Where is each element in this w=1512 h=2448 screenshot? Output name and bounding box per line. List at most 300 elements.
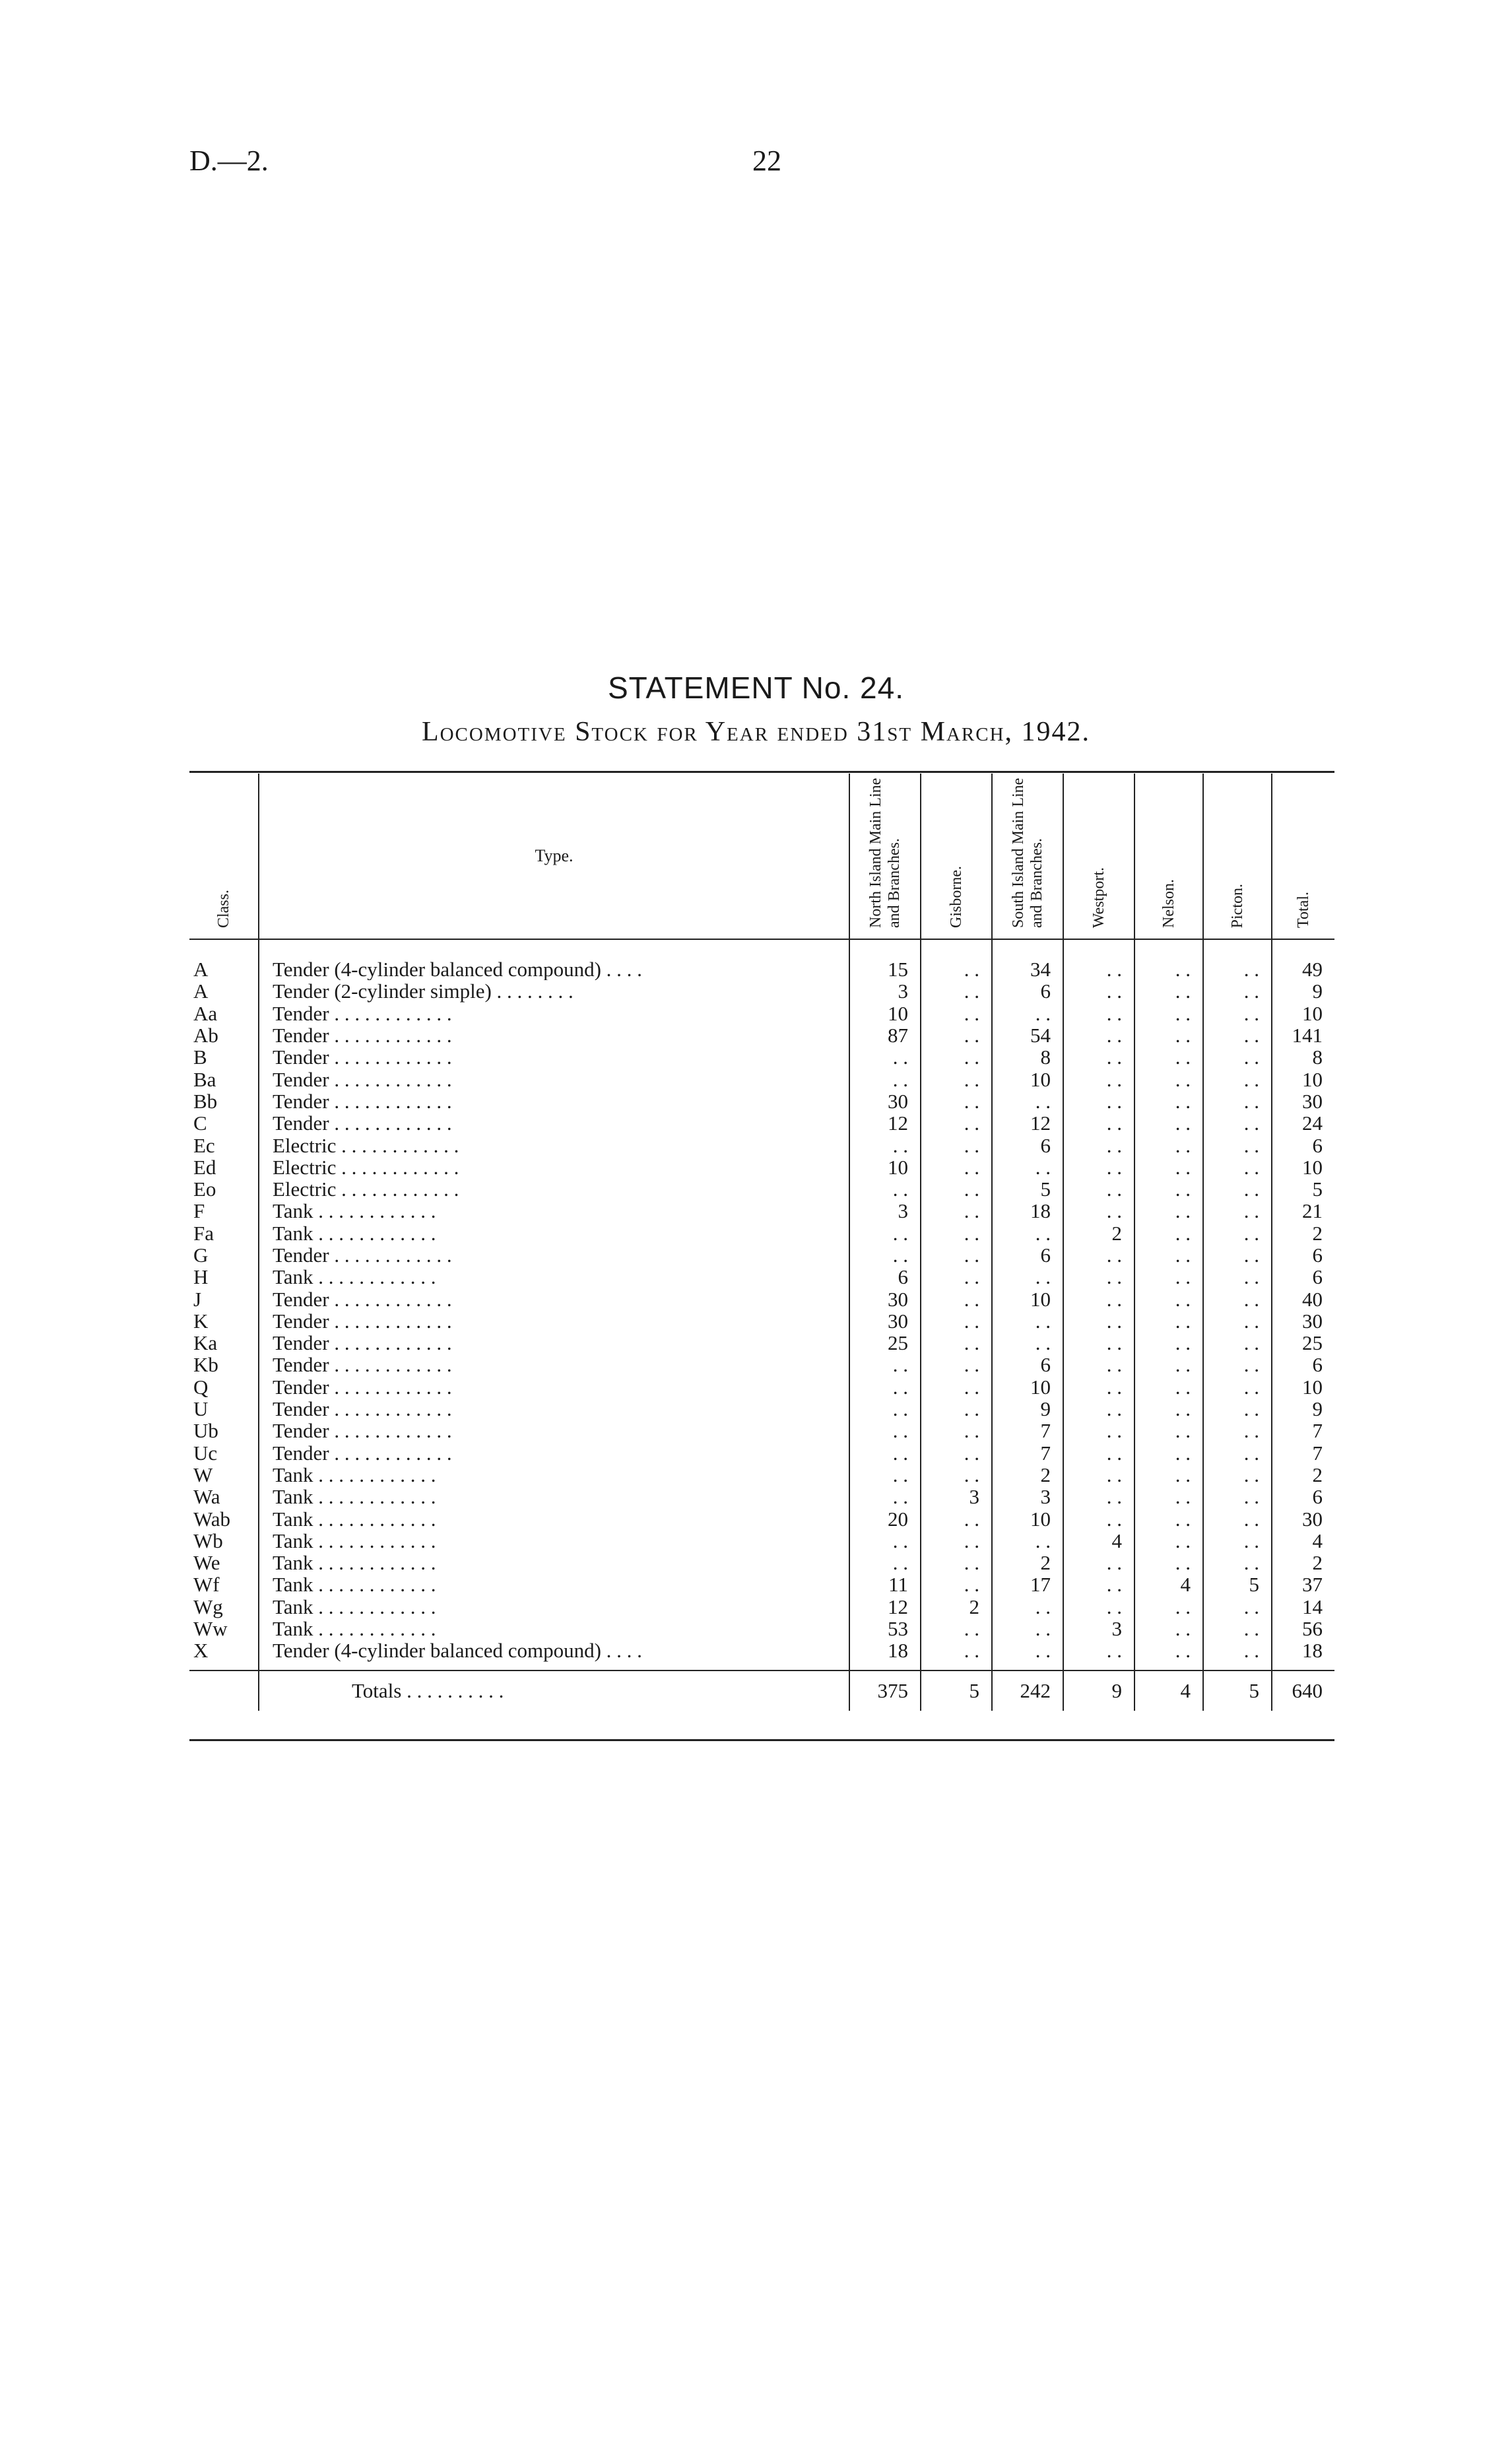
westport-cell: . . xyxy=(1063,1486,1134,1507)
total-cell: 10 xyxy=(1272,1156,1334,1178)
nelson-cell: . . xyxy=(1134,1200,1203,1222)
table-row xyxy=(189,1420,1334,1441)
type-header: Type. xyxy=(259,774,849,939)
nelson-cell: . . xyxy=(1134,1156,1203,1178)
gisborne-cell: . . xyxy=(921,1178,992,1200)
table-row xyxy=(189,980,1334,1002)
north-island-cell: . . xyxy=(849,1046,921,1068)
westport-cell: 3 xyxy=(1063,1618,1134,1639)
totals-gisborne: 5 xyxy=(921,1671,992,1711)
westport-cell: . . xyxy=(1063,1003,1134,1024)
picton-cell: . . xyxy=(1203,1464,1272,1486)
nelson-cell: . . xyxy=(1134,1310,1203,1332)
nelson-cell: . . xyxy=(1134,1376,1203,1398)
gisborne-cell: 3 xyxy=(921,1486,992,1507)
north-island-cell: 30 xyxy=(849,1090,921,1112)
type-cell: Tender . . . . . . . . . . . . xyxy=(259,1310,849,1332)
north-island-cell: 25 xyxy=(849,1332,921,1354)
table-row xyxy=(189,1134,1334,1156)
westport-cell: . . xyxy=(1063,1156,1134,1178)
westport-cell: . . xyxy=(1063,939,1134,980)
south-island-cell: 10 xyxy=(992,1376,1063,1398)
type-cell: Tender . . . . . . . . . . . . xyxy=(259,1354,849,1375)
picton-header: Picton. xyxy=(1203,774,1272,939)
picton-cell: . . xyxy=(1203,1046,1272,1068)
statement-title: STATEMENT No. 24. xyxy=(608,671,904,705)
picton-cell: . . xyxy=(1203,1068,1272,1090)
table-row xyxy=(189,1156,1334,1178)
total-cell: 2 xyxy=(1272,1222,1334,1244)
total-cell: 7 xyxy=(1272,1420,1334,1441)
type-cell: Electric . . . . . . . . . . . . xyxy=(259,1134,849,1156)
total-cell: 10 xyxy=(1272,1003,1334,1024)
table-row xyxy=(189,939,1334,980)
class-cell: Eo xyxy=(193,1177,216,1201)
gisborne-header: Gisborne. xyxy=(921,774,992,939)
total-cell: 14 xyxy=(1272,1596,1334,1618)
class-cell: Aa xyxy=(193,1001,218,1025)
north-island-cell: . . xyxy=(849,1222,921,1244)
south-island-cell: . . xyxy=(992,1003,1063,1024)
totals-row xyxy=(189,1671,1334,1711)
nelson-cell: . . xyxy=(1134,1618,1203,1639)
picton-cell: . . xyxy=(1203,1244,1272,1266)
total-cell: 30 xyxy=(1272,1090,1334,1112)
type-cell: Tender (4-cylinder balanced compound) . . . . xyxy=(259,939,849,980)
picton-cell: . . xyxy=(1203,1354,1272,1375)
nelson-header: Nelson. xyxy=(1134,774,1203,939)
table-row xyxy=(189,1530,1334,1552)
type-cell: Tank . . . . . . . . . . . . xyxy=(259,1486,849,1507)
type-cell: Tender . . . . . . . . . . . . xyxy=(259,1376,849,1398)
nelson-cell: . . xyxy=(1134,1552,1203,1573)
gisborne-cell: . . xyxy=(921,1266,992,1288)
table-row xyxy=(189,1046,1334,1068)
type-cell: Tank . . . . . . . . . . . . xyxy=(259,1552,849,1573)
type-cell: Tender . . . . . . . . . . . . xyxy=(259,1244,849,1266)
total-cell: 10 xyxy=(1272,1376,1334,1398)
total-cell: 30 xyxy=(1272,1310,1334,1332)
type-cell: Tender . . . . . . . . . . . . xyxy=(259,1024,849,1046)
south-island-cell: 10 xyxy=(992,1288,1063,1309)
westport-cell: 2 xyxy=(1063,1222,1134,1244)
south-island-cell: 3 xyxy=(992,1486,1063,1507)
totals-north-island: 375 xyxy=(849,1671,921,1711)
gisborne-cell: . . xyxy=(921,1354,992,1375)
south-island-cell: . . xyxy=(992,1266,1063,1288)
south-island-cell: 5 xyxy=(992,1178,1063,1200)
south-island-cell: . . xyxy=(992,1332,1063,1354)
gisborne-cell: . . xyxy=(921,1156,992,1178)
picton-cell: . . xyxy=(1203,1178,1272,1200)
table-row xyxy=(189,1376,1334,1398)
nelson-cell: . . xyxy=(1134,1178,1203,1200)
class-cell: We xyxy=(193,1551,220,1575)
nelson-cell: . . xyxy=(1134,1332,1203,1354)
total-cell: 40 xyxy=(1272,1288,1334,1309)
totals-picton: 5 xyxy=(1203,1671,1272,1711)
type-cell: Tank . . . . . . . . . . . . xyxy=(259,1200,849,1222)
south-island-cell: 6 xyxy=(992,1134,1063,1156)
class-cell: Wab xyxy=(193,1507,231,1531)
picton-cell: . . xyxy=(1203,1398,1272,1420)
gisborne-cell: 2 xyxy=(921,1596,992,1618)
picton-cell: . . xyxy=(1203,1442,1272,1464)
total-cell: 6 xyxy=(1272,1354,1334,1375)
type-cell: Tank . . . . . . . . . . . . xyxy=(259,1222,849,1244)
table-row xyxy=(189,1003,1334,1024)
class-cell: Wf xyxy=(193,1573,220,1597)
westport-cell: . . xyxy=(1063,980,1134,1002)
total-cell: 25 xyxy=(1272,1332,1334,1354)
picton-cell: . . xyxy=(1203,1332,1272,1354)
type-cell: Tender . . . . . . . . . . . . xyxy=(259,1420,849,1441)
table-row xyxy=(189,1222,1334,1244)
gisborne-cell: . . xyxy=(921,1442,992,1464)
type-cell: Tender . . . . . . . . . . . . xyxy=(259,1398,849,1420)
class-cell: Kb xyxy=(193,1353,218,1377)
gisborne-cell: . . xyxy=(921,1507,992,1529)
type-cell: Electric . . . . . . . . . . . . xyxy=(259,1156,849,1178)
picton-cell: . . xyxy=(1203,1112,1272,1134)
picton-cell: . . xyxy=(1203,1310,1272,1332)
westport-cell: . . xyxy=(1063,1288,1134,1309)
table-bottom-rule xyxy=(189,1739,1334,1741)
westport-cell: . . xyxy=(1063,1112,1134,1134)
north-island-cell: . . xyxy=(849,1420,921,1441)
nelson-cell: . . xyxy=(1134,1222,1203,1244)
picton-cell: . . xyxy=(1203,1156,1272,1178)
type-cell: Tank . . . . . . . . . . . . xyxy=(259,1530,849,1552)
nelson-cell: . . xyxy=(1134,1134,1203,1156)
westport-cell: . . xyxy=(1063,1310,1134,1332)
nelson-cell: . . xyxy=(1134,1530,1203,1552)
table-row xyxy=(189,1486,1334,1507)
class-cell: Ba xyxy=(193,1067,216,1091)
table-row xyxy=(189,1112,1334,1134)
total-cell: 4 xyxy=(1272,1530,1334,1552)
type-cell: Tender . . . . . . . . . . . . xyxy=(259,1090,849,1112)
total-cell: 2 xyxy=(1272,1464,1334,1486)
nelson-cell: . . xyxy=(1134,1024,1203,1046)
gisborne-cell: . . xyxy=(921,1552,992,1573)
class-cell: Bb xyxy=(193,1089,218,1113)
class-cell: B xyxy=(193,1045,207,1069)
type-cell: Tender . . . . . . . . . . . . xyxy=(259,1112,849,1134)
north-island-cell: 6 xyxy=(849,1266,921,1288)
total-cell: 49 xyxy=(1272,939,1334,980)
south-island-cell: 7 xyxy=(992,1442,1063,1464)
nelson-cell: . . xyxy=(1134,980,1203,1002)
south-island-cell: 2 xyxy=(992,1552,1063,1573)
picton-cell: . . xyxy=(1203,1507,1272,1529)
north-island-cell: 30 xyxy=(849,1288,921,1309)
westport-cell: . . xyxy=(1063,1552,1134,1573)
north-island-cell: . . xyxy=(849,1244,921,1266)
gisborne-cell: . . xyxy=(921,1573,992,1595)
class-cell: Ec xyxy=(193,1133,215,1157)
total-cell: 7 xyxy=(1272,1442,1334,1464)
south-island-cell: 7 xyxy=(992,1420,1063,1441)
table-row xyxy=(189,1552,1334,1573)
type-cell: Tank . . . . . . . . . . . . xyxy=(259,1507,849,1529)
gisborne-cell: . . xyxy=(921,1244,992,1266)
picton-cell: . . xyxy=(1203,1288,1272,1309)
class-cell: Uc xyxy=(193,1441,218,1465)
class-cell: Wg xyxy=(193,1595,223,1618)
table-row xyxy=(189,1024,1334,1046)
south-island-cell: 6 xyxy=(992,1354,1063,1375)
nelson-cell: . . xyxy=(1134,1266,1203,1288)
class-cell: Wa xyxy=(193,1485,220,1509)
north-island-cell: . . xyxy=(849,1464,921,1486)
nelson-cell: . . xyxy=(1134,1398,1203,1420)
westport-header: Westport. xyxy=(1063,774,1134,939)
south-island-cell: 6 xyxy=(992,1244,1063,1266)
class-cell: J xyxy=(193,1287,202,1311)
nelson-cell: . . xyxy=(1134,1464,1203,1486)
class-cell: Ka xyxy=(193,1331,218,1355)
nelson-cell: . . xyxy=(1134,1244,1203,1266)
gisborne-cell: . . xyxy=(921,1618,992,1639)
nelson-cell: . . xyxy=(1134,1420,1203,1441)
class-cell: H xyxy=(193,1265,209,1289)
table-row xyxy=(189,1507,1334,1529)
picton-cell: . . xyxy=(1203,980,1272,1002)
table-row xyxy=(189,1618,1334,1639)
westport-cell: . . xyxy=(1063,1464,1134,1486)
table-body xyxy=(189,939,1334,1671)
south-island-cell: . . xyxy=(992,1156,1063,1178)
type-cell: Electric . . . . . . . . . . . . xyxy=(259,1178,849,1200)
westport-cell: . . xyxy=(1063,1046,1134,1068)
north-island-cell: 18 xyxy=(849,1639,921,1670)
locomotive-stock-table xyxy=(189,774,1334,1711)
gisborne-cell: . . xyxy=(921,939,992,980)
total-cell: 21 xyxy=(1272,1200,1334,1222)
type-cell: Tender . . . . . . . . . . . . xyxy=(259,1332,849,1354)
south-island-cell: 6 xyxy=(992,980,1063,1002)
north-island-cell: 10 xyxy=(849,1156,921,1178)
nelson-cell: . . xyxy=(1134,1442,1203,1464)
south-island-header: South Island Main Line and Branches. xyxy=(992,774,1063,939)
table-row xyxy=(189,1288,1334,1309)
south-island-cell: 54 xyxy=(992,1024,1063,1046)
north-island-cell: 53 xyxy=(849,1618,921,1639)
total-cell: 8 xyxy=(1272,1046,1334,1068)
south-island-cell: . . xyxy=(992,1310,1063,1332)
class-cell: Ab xyxy=(193,1024,218,1047)
gisborne-cell: . . xyxy=(921,1222,992,1244)
gisborne-cell: . . xyxy=(921,1090,992,1112)
north-island-cell: 3 xyxy=(849,1200,921,1222)
table-row xyxy=(189,1178,1334,1200)
table-row xyxy=(189,1639,1334,1670)
gisborne-cell: . . xyxy=(921,1376,992,1398)
gisborne-cell: . . xyxy=(921,1398,992,1420)
table-header-row xyxy=(189,774,1334,939)
north-island-cell: 12 xyxy=(849,1112,921,1134)
type-cell: Tank . . . . . . . . . . . . xyxy=(259,1618,849,1639)
class-cell: G xyxy=(193,1243,209,1267)
picton-cell: . . xyxy=(1203,1552,1272,1573)
nelson-cell: 4 xyxy=(1134,1573,1203,1595)
picton-cell: . . xyxy=(1203,1003,1272,1024)
class-cell: K xyxy=(193,1309,209,1333)
type-cell: Tender . . . . . . . . . . . . xyxy=(259,1046,849,1068)
south-island-cell: 9 xyxy=(992,1398,1063,1420)
picton-cell: . . xyxy=(1203,1024,1272,1046)
totals-label: Totals . . . . . . . . . . xyxy=(259,1671,849,1711)
gisborne-cell: . . xyxy=(921,1134,992,1156)
gisborne-cell: . . xyxy=(921,1464,992,1486)
totals-nelson: 4 xyxy=(1134,1671,1203,1711)
westport-cell: . . xyxy=(1063,1639,1134,1670)
south-island-cell: . . xyxy=(992,1639,1063,1670)
nelson-cell: . . xyxy=(1134,1486,1203,1507)
south-island-cell: 17 xyxy=(992,1573,1063,1595)
type-cell: Tank . . . . . . . . . . . . xyxy=(259,1573,849,1595)
north-island-cell: 12 xyxy=(849,1596,921,1618)
south-island-cell: 10 xyxy=(992,1068,1063,1090)
westport-cell: . . xyxy=(1063,1398,1134,1420)
south-island-cell: 18 xyxy=(992,1200,1063,1222)
south-island-cell: 2 xyxy=(992,1464,1063,1486)
north-island-cell: . . xyxy=(849,1354,921,1375)
table-row xyxy=(189,1332,1334,1354)
north-island-cell: 11 xyxy=(849,1573,921,1595)
nelson-cell: . . xyxy=(1134,1288,1203,1309)
nelson-cell: . . xyxy=(1134,939,1203,980)
north-island-cell: . . xyxy=(849,1376,921,1398)
picton-cell: . . xyxy=(1203,1420,1272,1441)
type-cell: Tender . . . . . . . . . . . . xyxy=(259,1003,849,1024)
gisborne-cell: . . xyxy=(921,1530,992,1552)
south-island-cell: 8 xyxy=(992,1046,1063,1068)
type-cell: Tender . . . . . . . . . . . . xyxy=(259,1442,849,1464)
totals-westport: 9 xyxy=(1063,1671,1134,1711)
class-cell: Q xyxy=(193,1375,209,1399)
class-cell: Ww xyxy=(193,1617,228,1641)
gisborne-cell: . . xyxy=(921,1332,992,1354)
south-island-cell: . . xyxy=(992,1530,1063,1552)
type-cell: Tender (2-cylinder simple) . . . . . . . . xyxy=(259,980,849,1002)
total-cell: 6 xyxy=(1272,1134,1334,1156)
total-cell: 56 xyxy=(1272,1618,1334,1639)
total-cell: 5 xyxy=(1272,1178,1334,1200)
class-header: Class. xyxy=(189,774,259,939)
totals-class-cell xyxy=(189,1671,259,1711)
total-cell: 6 xyxy=(1272,1266,1334,1288)
table-row xyxy=(189,1266,1334,1288)
westport-cell: . . xyxy=(1063,1376,1134,1398)
total-cell: 9 xyxy=(1272,1398,1334,1420)
type-cell: Tank . . . . . . . . . . . . xyxy=(259,1596,849,1618)
table-row xyxy=(189,1573,1334,1595)
class-cell: Ed xyxy=(193,1155,216,1179)
table-row xyxy=(189,1398,1334,1420)
table-row xyxy=(189,1442,1334,1464)
class-cell: C xyxy=(193,1111,207,1135)
nelson-cell: . . xyxy=(1134,1596,1203,1618)
westport-cell: . . xyxy=(1063,1354,1134,1375)
picton-cell: . . xyxy=(1203,939,1272,980)
total-cell: 6 xyxy=(1272,1244,1334,1266)
westport-cell: . . xyxy=(1063,1024,1134,1046)
westport-cell: . . xyxy=(1063,1596,1134,1618)
total-cell: 9 xyxy=(1272,980,1334,1002)
nelson-cell: . . xyxy=(1134,1112,1203,1134)
gisborne-cell: . . xyxy=(921,1420,992,1441)
nelson-cell: . . xyxy=(1134,1090,1203,1112)
westport-cell: . . xyxy=(1063,1266,1134,1288)
class-cell: W xyxy=(193,1463,213,1486)
north-island-cell: . . xyxy=(849,1486,921,1507)
gisborne-cell: . . xyxy=(921,1046,992,1068)
westport-cell: . . xyxy=(1063,1068,1134,1090)
totals-total: 640 xyxy=(1272,1671,1334,1711)
total-cell: 18 xyxy=(1272,1639,1334,1670)
picton-cell: . . xyxy=(1203,1222,1272,1244)
south-island-cell: 10 xyxy=(992,1507,1063,1529)
class-cell: Wb xyxy=(193,1529,223,1552)
nelson-cell: . . xyxy=(1134,1068,1203,1090)
total-cell: 141 xyxy=(1272,1024,1334,1046)
south-island-cell: . . xyxy=(992,1618,1063,1639)
north-island-cell: . . xyxy=(849,1398,921,1420)
north-island-cell: . . xyxy=(849,1134,921,1156)
nelson-cell: . . xyxy=(1134,1046,1203,1068)
table-row xyxy=(189,1354,1334,1375)
gisborne-cell: . . xyxy=(921,1068,992,1090)
north-island-cell: 30 xyxy=(849,1310,921,1332)
north-island-cell: . . xyxy=(849,1178,921,1200)
table-row xyxy=(189,1090,1334,1112)
type-cell: Tender (4-cylinder balanced compound) . . . . xyxy=(259,1639,849,1670)
class-cell: X xyxy=(193,1639,209,1663)
table-row xyxy=(189,1596,1334,1618)
picton-cell: . . xyxy=(1203,1486,1272,1507)
picton-cell: . . xyxy=(1203,1090,1272,1112)
class-cell: U xyxy=(193,1397,209,1421)
north-island-cell: 87 xyxy=(849,1024,921,1046)
total-cell: 10 xyxy=(1272,1068,1334,1090)
picton-cell: . . xyxy=(1203,1530,1272,1552)
westport-cell: . . xyxy=(1063,1178,1134,1200)
totals-south-island: 242 xyxy=(992,1671,1063,1711)
gisborne-cell: . . xyxy=(921,1024,992,1046)
picton-cell: . . xyxy=(1203,1596,1272,1618)
north-island-cell: . . xyxy=(849,1442,921,1464)
picton-cell: . . xyxy=(1203,1266,1272,1288)
westport-cell: 4 xyxy=(1063,1530,1134,1552)
nelson-cell: . . xyxy=(1134,1003,1203,1024)
westport-cell: . . xyxy=(1063,1134,1134,1156)
south-island-cell: . . xyxy=(992,1596,1063,1618)
westport-cell: . . xyxy=(1063,1090,1134,1112)
picton-cell: . . xyxy=(1203,1134,1272,1156)
gisborne-cell: . . xyxy=(921,1112,992,1134)
north-island-cell: 20 xyxy=(849,1507,921,1529)
table-top-rule xyxy=(189,771,1334,773)
gisborne-cell: . . xyxy=(921,1310,992,1332)
gisborne-cell: . . xyxy=(921,1288,992,1309)
table-row xyxy=(189,1464,1334,1486)
table-row xyxy=(189,1310,1334,1332)
picton-cell: . . xyxy=(1203,1618,1272,1639)
north-island-cell: . . xyxy=(849,1530,921,1552)
north-island-header: North Island Main Line and Branches. xyxy=(849,774,921,939)
